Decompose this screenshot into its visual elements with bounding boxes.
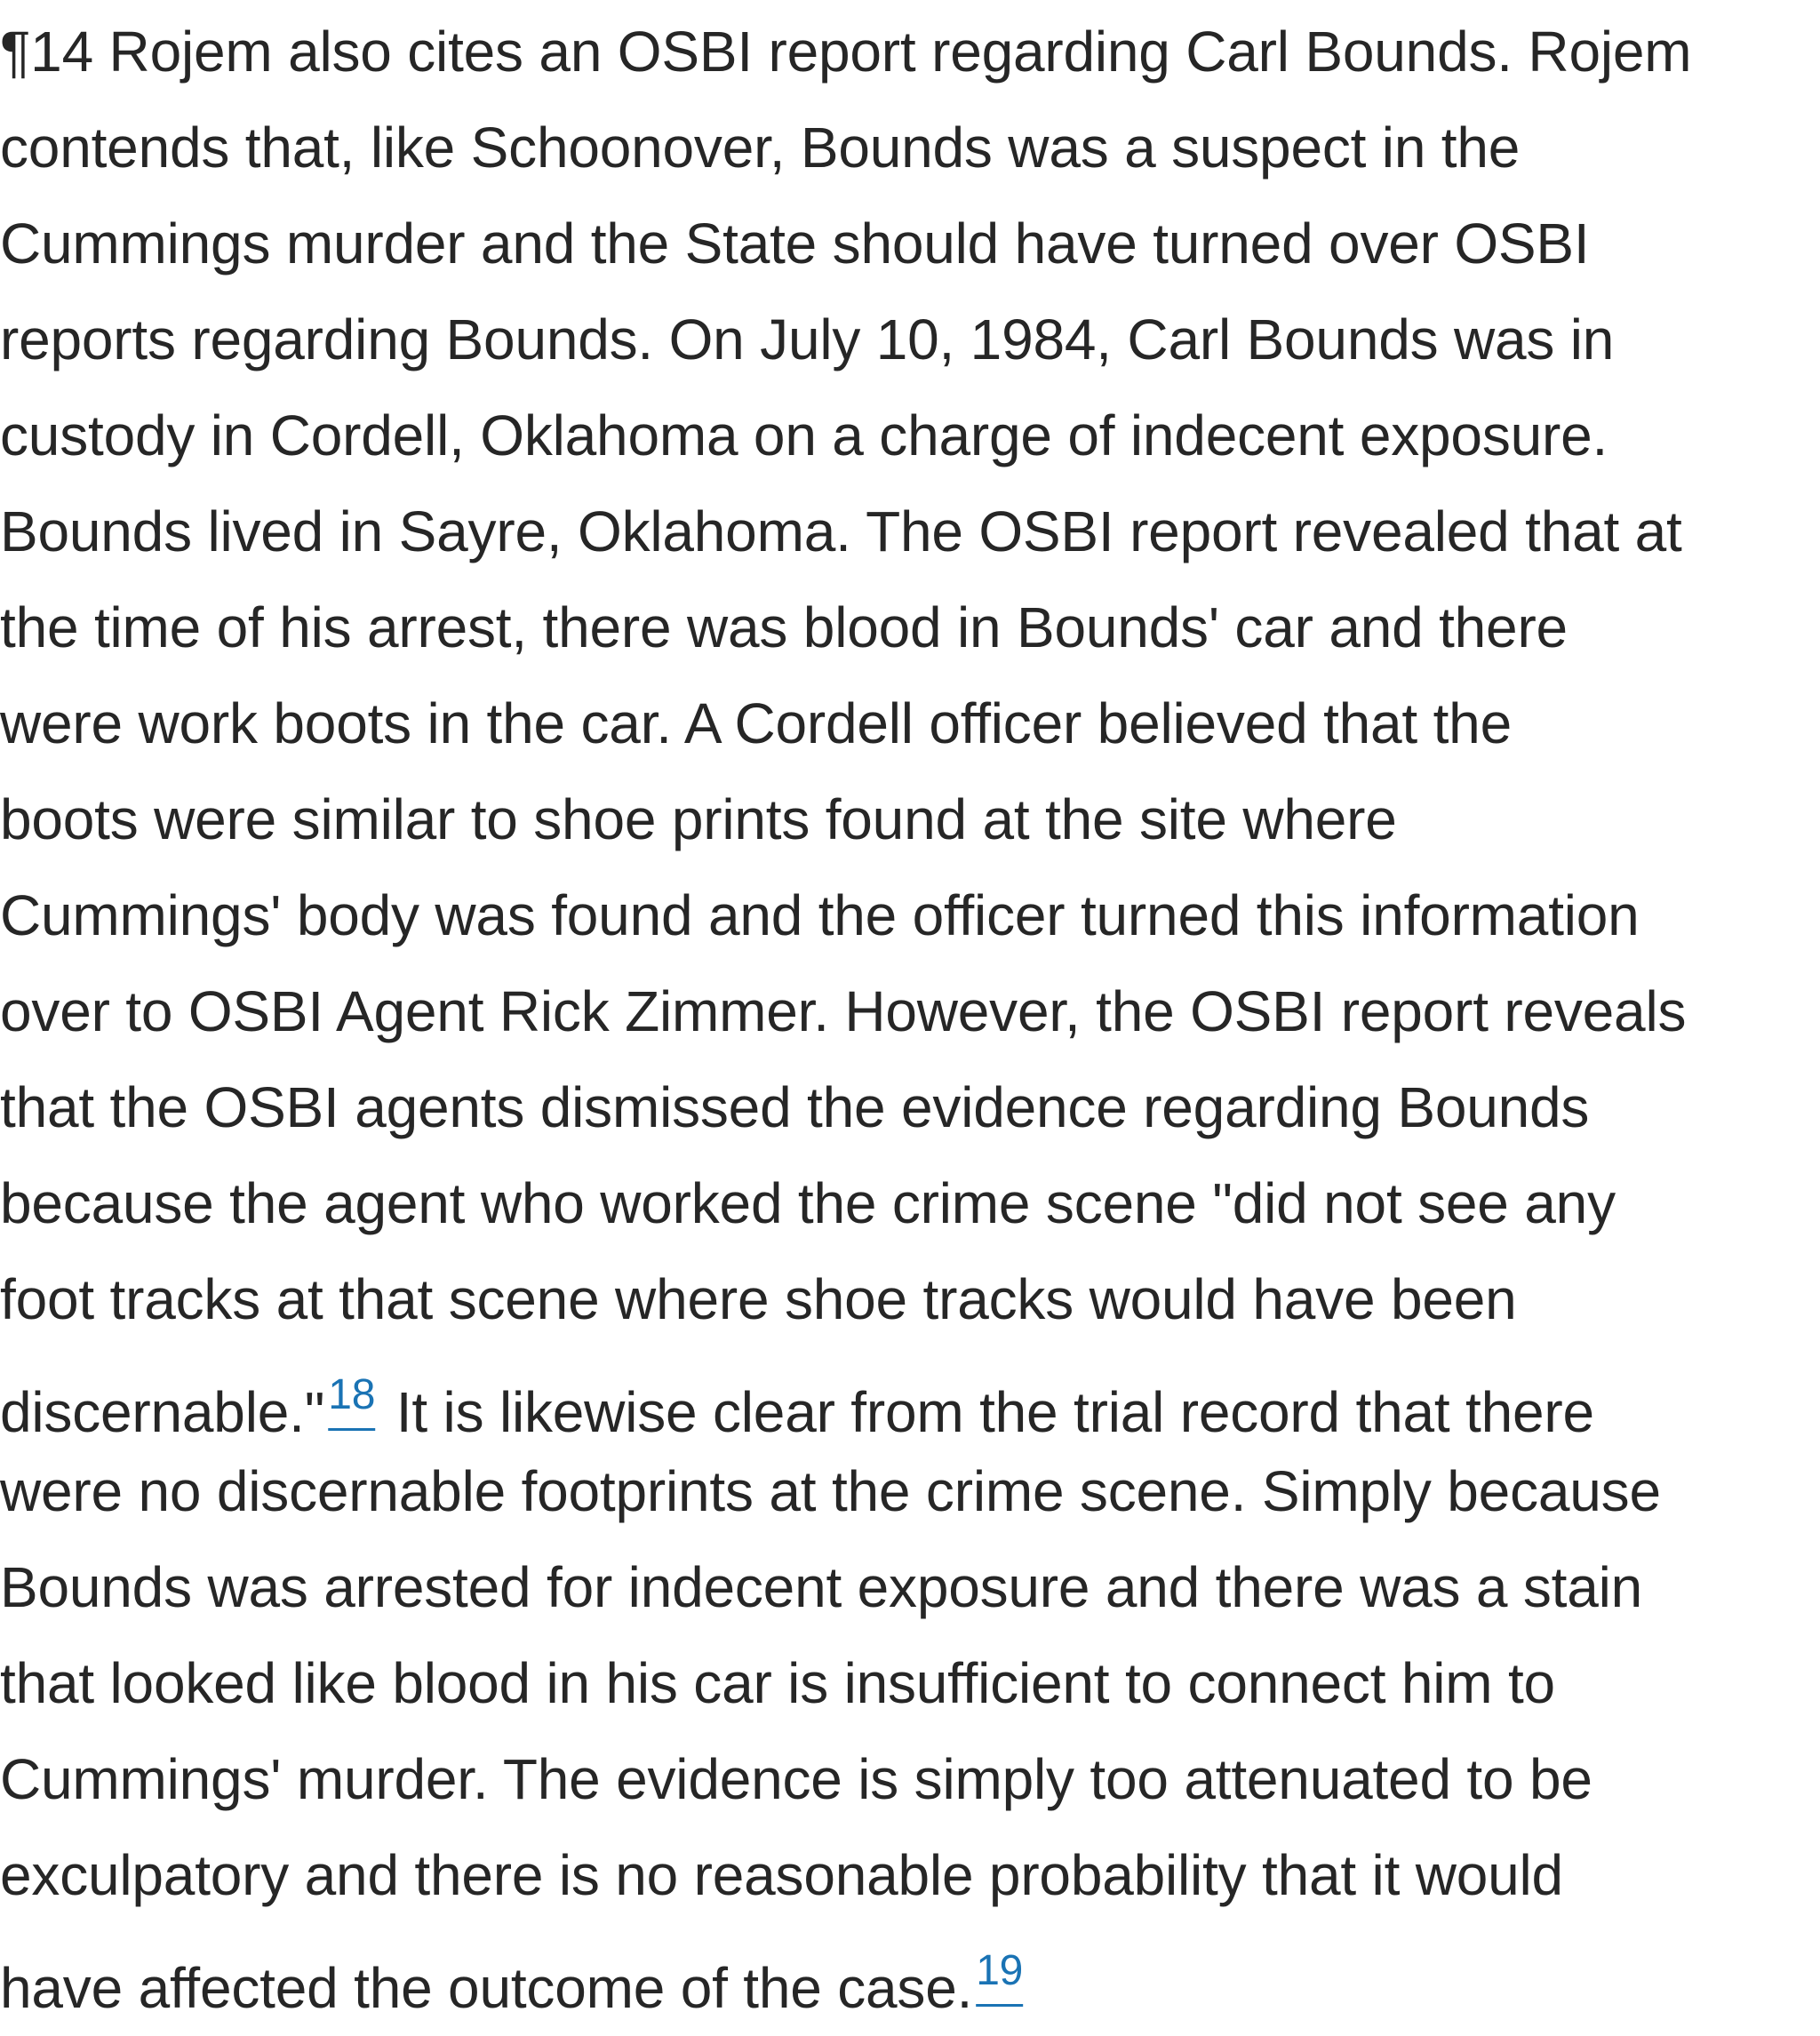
paragraph-line: reports regarding Bounds. On July 10, 1984, Carl Bounds was in: [0, 307, 1615, 371]
paragraph-line: Bounds was arrested for indecent exposure and there was a stain: [0, 1555, 1643, 1619]
footnote-18-link[interactable]: 18: [328, 1371, 376, 1418]
line-text-after-footnote: It is likewise clear from the trial record that there: [380, 1380, 1594, 1444]
line-text-before-footnote: discernable.": [0, 1380, 325, 1444]
paragraph-line-with-footnote: [0, 1347, 1594, 1443]
paragraph-line: Bounds lived in Sayre, Oklahoma. The OSBI report revealed that at: [0, 499, 1682, 563]
paragraph-line: were work boots in the car. A Cordell officer believed that the: [0, 691, 1512, 755]
paragraph-last-line: [0, 1923, 1028, 2019]
paragraph-line: custody in Cordell, Oklahoma on a charge of indecent exposure.: [0, 403, 1608, 467]
paragraph-line: Cummings' body was found and the officer turned this information: [0, 883, 1640, 947]
paragraph-line: were no discernable footprints at the crime scene. Simply because: [0, 1459, 1661, 1523]
paragraph-line: exculpatory and there is no reasonable probability that it would: [0, 1843, 1563, 1907]
paragraph-line: Cummings' murder. The evidence is simply too attenuated to be: [0, 1747, 1592, 1811]
paragraph-line: because the agent who worked the crime scene "did not see any: [0, 1171, 1616, 1235]
paragraph-line: the time of his arrest, there was blood in Bounds' car and there: [0, 595, 1568, 659]
paragraph-line: boots were similar to shoe prints found at the site where: [0, 787, 1397, 851]
paragraph-line: foot tracks at that scene where shoe tracks would have been: [0, 1267, 1517, 1331]
line-text: have affected the outcome of the case.: [0, 1956, 973, 2020]
paragraph-line: Cummings murder and the State should have turned over OSBI: [0, 212, 1590, 275]
paragraph-line: that the OSBI agents dismissed the evidence regarding Bounds: [0, 1075, 1590, 1139]
paragraph-line: ¶14 Rojem also cites an OSBI report regarding Carl Bounds. Rojem: [0, 20, 1692, 84]
paragraph-line: that looked like blood in his car is insufficient to connect him to: [0, 1651, 1555, 1715]
paragraph-line: contends that, like Schoonover, Bounds was a suspect in the: [0, 116, 1521, 180]
paragraph-line: over to OSBI Agent Rick Zimmer. However, the OSBI report reveals: [0, 979, 1687, 1043]
footnote-19-link[interactable]: 19: [976, 1947, 1024, 1994]
